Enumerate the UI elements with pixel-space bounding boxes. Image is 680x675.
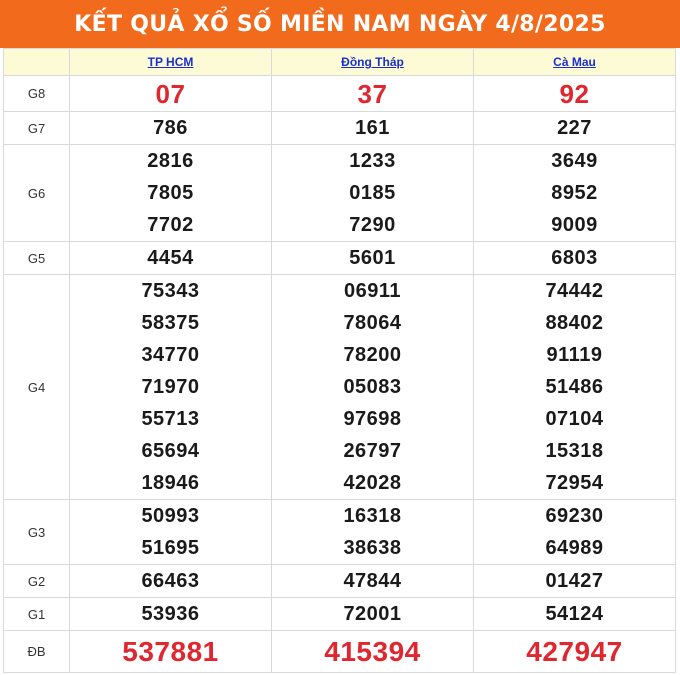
prize-number: 71970 — [141, 376, 200, 398]
prize-row-g4 — [4, 275, 676, 500]
province-header — [70, 49, 272, 76]
prize-number: 06911 — [343, 280, 401, 302]
prize-number: 3649 — [551, 150, 598, 172]
prize-number: 427947 — [526, 635, 623, 667]
prize-number: 01427 — [545, 570, 604, 592]
prize-number: 161 — [355, 117, 390, 139]
prize-cell — [474, 275, 676, 500]
prize-number: 78200 — [343, 344, 402, 366]
prize-cell — [272, 500, 474, 565]
prize-number: 4454 — [147, 247, 194, 269]
prize-number: 1233 — [349, 150, 396, 172]
prize-label: G1 — [4, 598, 70, 631]
prize-number: 42028 — [343, 472, 402, 494]
prize-number: 91119 — [546, 344, 603, 366]
prize-cell — [70, 500, 272, 565]
prize-number: 227 — [557, 117, 592, 139]
prize-number: 66463 — [141, 570, 200, 592]
prize-row-đb — [4, 631, 676, 673]
prize-number: 7702 — [147, 214, 194, 236]
prize-number: 537881 — [122, 635, 219, 667]
prize-row-g7 — [4, 112, 676, 145]
prize-number: 2816 — [147, 150, 194, 172]
prize-number: 26797 — [343, 440, 402, 462]
prize-number: 53936 — [141, 603, 200, 625]
prize-cell — [70, 145, 272, 242]
prize-cell — [474, 598, 676, 631]
prize-label: G8 — [4, 76, 70, 112]
prize-number: 0185 — [349, 182, 396, 204]
prize-cell — [474, 631, 676, 673]
prize-number: 47844 — [343, 570, 402, 592]
prize-cell — [70, 631, 272, 673]
results-body — [4, 76, 676, 673]
prize-number: 38638 — [343, 537, 402, 559]
prize-row-g3 — [4, 500, 676, 565]
prize-label: G4 — [4, 275, 70, 500]
prize-number: 65694 — [141, 440, 200, 462]
prize-label: G3 — [4, 500, 70, 565]
prize-number: 64989 — [545, 537, 604, 559]
prize-cell — [474, 565, 676, 598]
prize-number: 50993 — [141, 505, 200, 527]
prize-cell — [70, 76, 272, 112]
prize-number: 72001 — [343, 603, 402, 625]
prize-number: 69230 — [545, 505, 604, 527]
province-link-ca-mau[interactable]: Cà Mau — [553, 55, 596, 69]
prize-cell — [272, 145, 474, 242]
prize-cell — [474, 145, 676, 242]
province-link-tphcm[interactable]: TP HCM — [147, 55, 194, 69]
prize-number: 92 — [559, 78, 590, 109]
prize-number: 51486 — [545, 376, 604, 398]
prize-label: G5 — [4, 242, 70, 275]
prize-cell — [272, 565, 474, 598]
prize-label: ĐB — [4, 631, 70, 673]
prize-number: 07 — [155, 78, 186, 109]
prize-cell — [272, 242, 474, 275]
prize-number: 88402 — [545, 312, 604, 334]
header-row — [4, 49, 676, 76]
prize-cell — [474, 112, 676, 145]
prize-number: 74442 — [545, 280, 604, 302]
prize-label: G6 — [4, 145, 70, 242]
prize-cell — [70, 112, 272, 145]
prize-cell — [272, 112, 474, 145]
header-corner — [4, 49, 70, 76]
prize-label: G2 — [4, 565, 70, 598]
prize-number: 75343 — [141, 280, 200, 302]
province-header — [474, 49, 676, 76]
prize-number: 54124 — [545, 603, 604, 625]
prize-number: 9009 — [551, 214, 598, 236]
prize-row-g6 — [4, 145, 676, 242]
prize-number: 05083 — [343, 376, 402, 398]
prize-number: 7290 — [349, 214, 396, 236]
prize-cell — [474, 500, 676, 565]
prize-cell — [272, 631, 474, 673]
prize-cell — [272, 76, 474, 112]
prize-number: 15318 — [545, 440, 604, 462]
page-title: KẾT QUẢ XỔ SỐ MIỀN NAM NGÀY 4/8/2025 — [0, 0, 680, 48]
prize-number: 97698 — [343, 408, 402, 430]
prize-number: 37 — [357, 78, 388, 109]
prize-row-g1 — [4, 598, 676, 631]
prize-number: 415394 — [324, 635, 421, 667]
prize-number: 72954 — [545, 472, 604, 494]
prize-number: 07104 — [545, 408, 604, 430]
prize-row-g8 — [4, 76, 676, 112]
results-table — [3, 48, 676, 673]
prize-number: 55713 — [141, 408, 200, 430]
prize-number: 16318 — [343, 505, 402, 527]
province-link-dong-thap[interactable]: Đồng Tháp — [341, 55, 404, 69]
prize-cell — [272, 598, 474, 631]
prize-row-g5 — [4, 242, 676, 275]
prize-cell — [70, 598, 272, 631]
prize-cell — [272, 275, 474, 500]
prize-cell — [474, 76, 676, 112]
results-table-wrapper — [3, 48, 675, 673]
prize-number: 34770 — [141, 344, 200, 366]
prize-number: 18946 — [141, 472, 200, 494]
prize-number: 58375 — [141, 312, 200, 334]
prize-number: 8952 — [551, 182, 598, 204]
prize-number: 6803 — [551, 247, 598, 269]
prize-row-g2 — [4, 565, 676, 598]
prize-number: 7805 — [147, 182, 194, 204]
prize-cell — [70, 242, 272, 275]
prize-number: 78064 — [343, 312, 402, 334]
prize-number: 5601 — [349, 247, 396, 269]
prize-cell — [70, 565, 272, 598]
prize-label: G7 — [4, 112, 70, 145]
prize-cell — [474, 242, 676, 275]
province-header — [272, 49, 474, 76]
prize-number: 786 — [153, 117, 188, 139]
prize-number: 51695 — [141, 537, 200, 559]
prize-cell — [70, 275, 272, 500]
